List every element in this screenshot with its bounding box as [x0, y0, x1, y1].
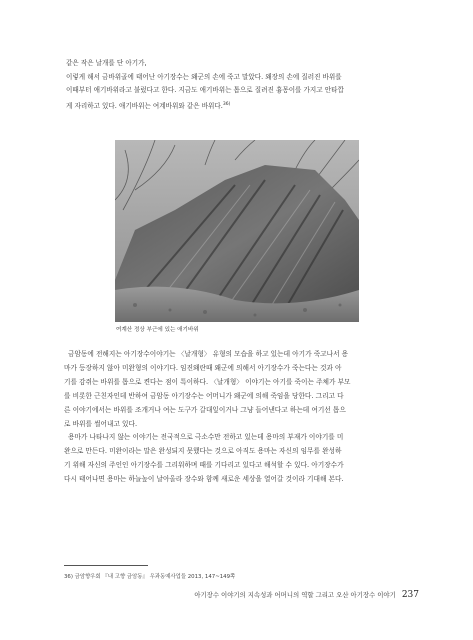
- body-line: 용마가 나타나지 않는 이야기는 전국적으로 극소수만 전하고 있는데 용마의 부재가 이야기를 미: [68, 433, 344, 442]
- body-paragraphs: [64, 348, 420, 487]
- quote-line: 같은 작은 날개를 단 아기가,: [66, 59, 147, 67]
- quoted-passage: [66, 57, 406, 114]
- quote-line: 이렇게 해서 금바위골에 태어난 아기장수는 왜군의 손에 죽고 말았다. 왜장의 손에 질러진 바위를: [66, 72, 342, 81]
- body-line: 금암동에 전해지는 아기장수이야기는 〈날개형〉 유형의 모습을 하고 있는데 아기가 죽고나서 용: [68, 350, 349, 358]
- photo-caption: 여계산 정상 부근에 있는 애기바위: [116, 327, 199, 333]
- body-line: 기 위해 자신의 주인인 아기장수를 그리워하며 때를 기다리고 있다고 해석할 수 있다. 아기장수가: [64, 461, 344, 470]
- body-line: 로 바위를 썰어내고 있다.: [64, 419, 138, 428]
- footnote-reference: 36): [222, 101, 231, 107]
- rock-photo: [115, 140, 359, 322]
- page-number: 237: [401, 590, 419, 600]
- running-footer: [194, 590, 419, 600]
- footnote: 36) 금암향우회 『내 고향 금암동』 우과동예사업들 2013, 147~149쪽: [64, 574, 236, 580]
- body-line: 완으로 만든다. 미완이라는 말은 완성되지 못했다는 것으로 아직도 용마는 자신의 임무를 완성하: [64, 447, 342, 456]
- body-line: 마가 등장하지 않아 미완형의 이야기다. 임진왜란때 왜군에 의해서 아기장수가 죽는다는 것과 아: [64, 363, 342, 372]
- body-line: 다시 태어나면 용마는 하늘높이 날아올라 장수와 함께 새로운 세상을 열어갈 것이라 기대해 본다.: [64, 475, 344, 484]
- quote-line: [66, 98, 406, 114]
- footnote-divider: [64, 565, 148, 566]
- body-line: 른 이야기에서는 바위를 조개거나 여는 도구가 갈대잎이거나 그냥 들어낸다고 하는데 여기선 톱으: [64, 405, 346, 414]
- quote-line-text: 게 자리하고 있다. 애기바위는 여계바위와 같은 바위다.: [66, 101, 223, 110]
- body-line: 를 비롯한 근친자인데 반하여 금암동 아기장수는 어머니가 왜군에 의해 죽임을 당한다. 그리고 다: [64, 391, 344, 400]
- running-title: 아기장수 이야기의 지속성과 어머니의 역할 그리고 오산 아기장수 이야기: [194, 591, 396, 599]
- body-line: 기를 감쥐는 바위를 톱으로 켠다는 점이 특이하다. 〈날개형〉 이야기는 아기를 죽이는 주체가 부모: [64, 377, 351, 386]
- quote-line: 이때부터 애기바위라고 불렀다고 한다. 지금도 애기바위는 톱으로 질려진 흉몽이를 가지고 안타깝: [66, 86, 344, 95]
- rock-photo-image: [115, 140, 359, 322]
